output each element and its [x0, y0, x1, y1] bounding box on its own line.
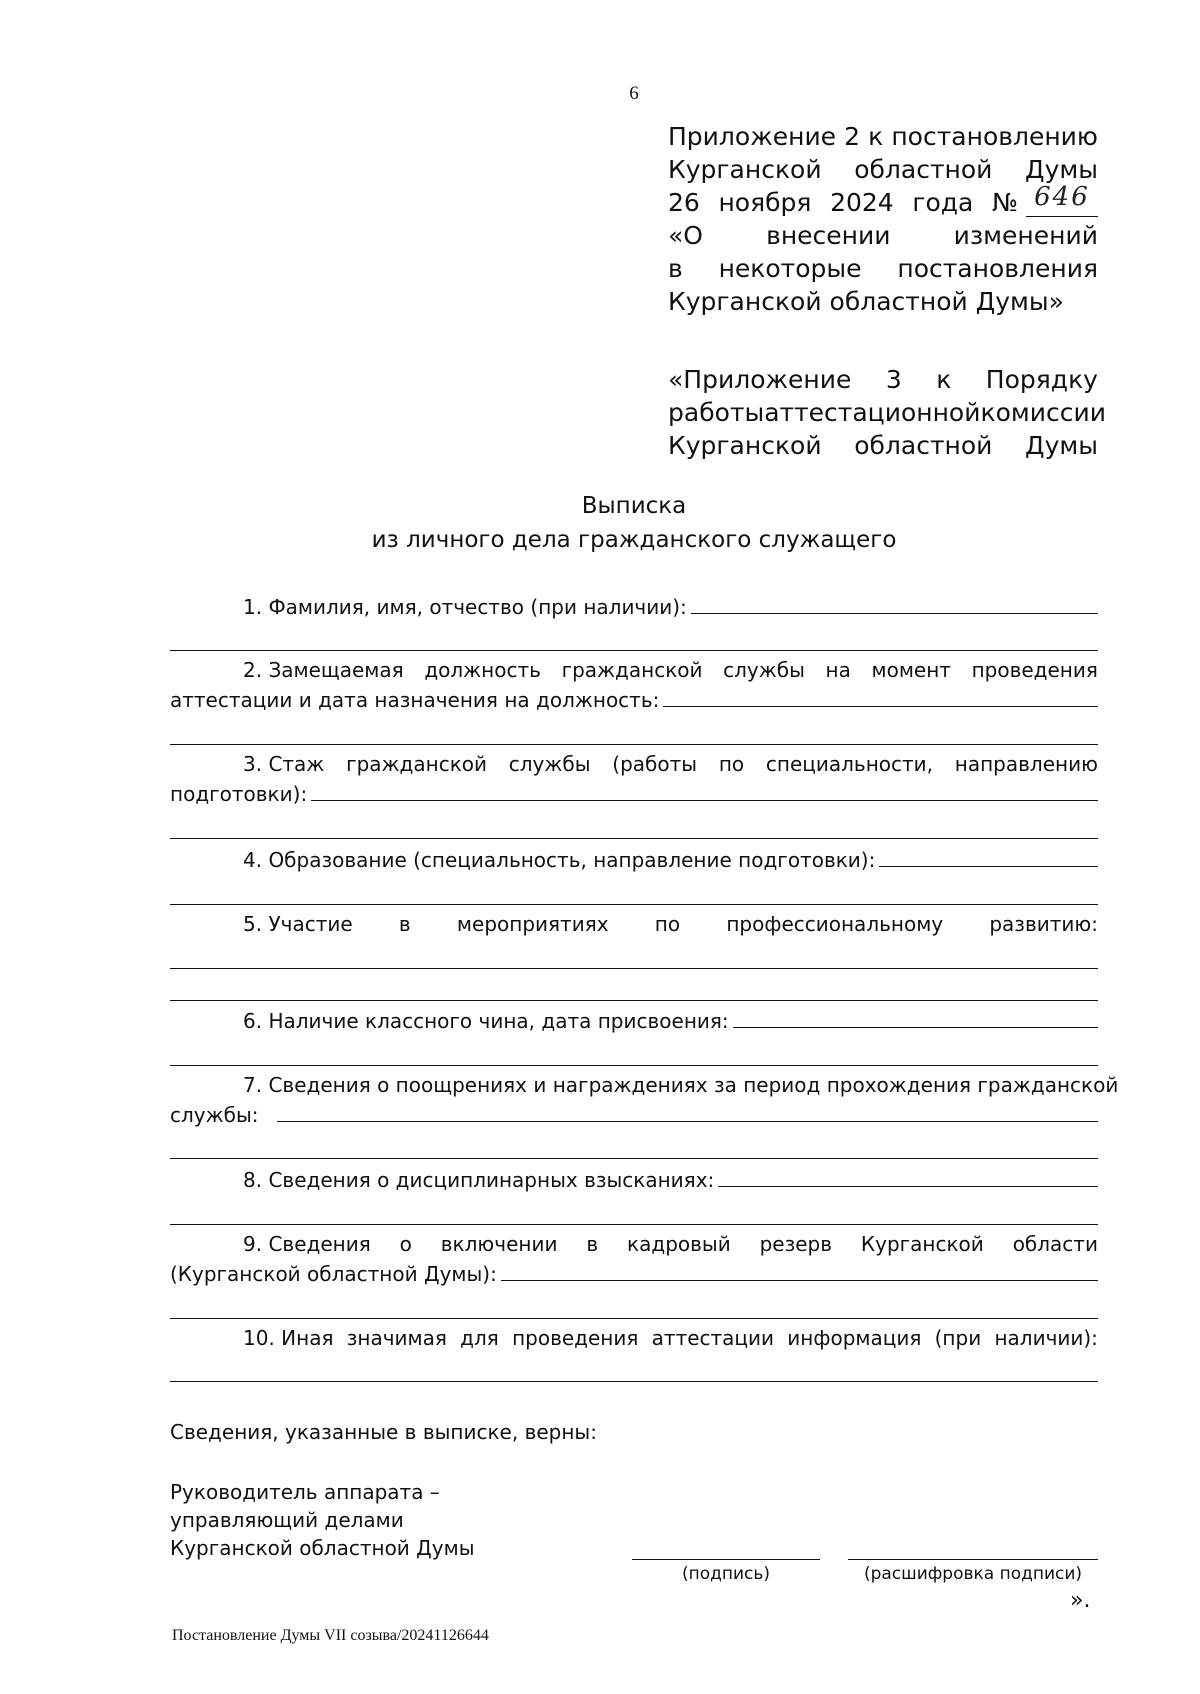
word: в [668, 254, 683, 283]
word: кадровый [627, 1232, 731, 1256]
word: Курганской [668, 431, 822, 460]
document-title: Выписка [581, 493, 687, 519]
word: включении [440, 1232, 558, 1256]
field-label-line-1 [170, 658, 1098, 686]
blank-line [170, 904, 1098, 905]
blank-line [733, 1007, 1098, 1028]
field-class-rank [170, 1007, 1098, 1035]
blank-line [170, 1381, 1098, 1382]
word: мероприятиях [456, 912, 609, 936]
word: проведения [512, 1326, 639, 1350]
signer-line-3: Курганской областной Думы [170, 1536, 475, 1560]
confirmation-text: Сведения, указанные в выписке, верны: [170, 1420, 597, 1444]
word: направлению [954, 752, 1098, 776]
word: наличии): [994, 1326, 1098, 1350]
word: к [868, 122, 884, 151]
field-label: 7. Сведения о поощрениях и награждениях за период прохождения гражданской [243, 1073, 1119, 1097]
word: 26 [668, 188, 700, 217]
word: (при [934, 1326, 982, 1350]
blank-line [277, 1101, 1099, 1122]
word: области [1012, 1232, 1098, 1256]
appendix2-line-1 [668, 363, 1098, 396]
blank-line [663, 686, 1098, 707]
word: 2. Замещаемая [243, 658, 404, 682]
blank-line [170, 650, 1098, 651]
blank-line [170, 1224, 1098, 1225]
field-label: аттестации и дата назначения на должность: [170, 688, 660, 712]
blank-line [170, 1065, 1098, 1066]
field-personnel-reserve [170, 1232, 1098, 1288]
signature-decoding-caption: (расшифровка подписи) [863, 1564, 1083, 1584]
word: аттестации [651, 1326, 775, 1350]
field-label: 6. Наличие классного чина, дата присвоения: [243, 1009, 729, 1033]
field-label-line-1 [170, 912, 1098, 940]
field-full-name [170, 593, 1098, 621]
signature-line [632, 1559, 820, 1560]
word: гражданской [346, 752, 488, 776]
field-label-line-1 [170, 752, 1098, 780]
word: областной [854, 431, 993, 460]
word: проведения [971, 658, 1098, 682]
word: 3 [885, 365, 902, 394]
field-awards [170, 1073, 1119, 1129]
word: «Приложение [668, 365, 852, 394]
document-footer: Постановление Думы VII созыва/20241126644 [172, 1627, 489, 1644]
word: аттестационной [764, 398, 981, 427]
appendix-header-2 [668, 363, 1106, 462]
blank-line [879, 846, 1098, 867]
word: некоторые [718, 254, 862, 283]
blank-line [170, 744, 1098, 745]
word: Порядку [985, 365, 1098, 394]
handwritten-number-field [1026, 182, 1098, 217]
word: к [936, 365, 952, 394]
signer-line-1: Руководитель аппарата – [170, 1480, 440, 1504]
appendix2-line-2 [668, 396, 1106, 429]
word: комиссии [980, 398, 1106, 427]
signature-caption: (подпись) [681, 1564, 771, 1584]
appendix-line-4 [668, 219, 1098, 252]
word: развитию: [989, 912, 1098, 936]
field-position [170, 658, 1098, 714]
blank-line [170, 1318, 1098, 1319]
word: внесении [766, 221, 891, 250]
appendix-line-5 [668, 252, 1098, 285]
word: значимая [346, 1326, 447, 1350]
word: Приложение [668, 122, 837, 151]
blank-line [311, 780, 1098, 801]
word: должность [424, 658, 541, 682]
field-label: службы: [170, 1103, 259, 1127]
word: по [718, 752, 745, 776]
word: профессиональному [726, 912, 944, 936]
word: «О [668, 221, 703, 250]
word: областной [854, 155, 993, 184]
handwritten-number: 646 [1034, 182, 1090, 212]
field-label-line-1 [170, 1232, 1098, 1260]
field-professional-development [170, 912, 1098, 940]
word: момент [871, 658, 951, 682]
word: (работы [612, 752, 698, 776]
word: для [460, 1326, 499, 1350]
word: на [825, 658, 851, 682]
word: в [398, 912, 411, 936]
appendix-line-3 [668, 182, 1098, 219]
word: службы [508, 752, 591, 776]
blank-line [170, 968, 1098, 969]
blank-line [170, 1000, 1098, 1001]
word: Думы [1025, 155, 1098, 184]
word: Курганской [668, 155, 822, 184]
field-label: подготовки): [170, 782, 308, 806]
number-sign: № [992, 188, 1019, 217]
word: Думы [1025, 431, 1098, 460]
appendix-line-6: Курганской областной Думы» [668, 287, 1064, 316]
page-number: 6 [629, 83, 639, 104]
word: изменений [953, 221, 1098, 250]
blank-line [718, 1166, 1098, 1187]
document-subtitle: из личного дела гражданского служащего [371, 527, 897, 553]
word: в [586, 1232, 599, 1256]
word: 10. Иная [243, 1326, 334, 1350]
field-label: 4. Образование (специальность, направление подготовки): [243, 848, 876, 872]
word: ноября [718, 188, 812, 217]
word: постановления [897, 254, 1098, 283]
signer-line-2: управляющий делами [170, 1508, 404, 1532]
word: информация [787, 1326, 922, 1350]
closing-quote: ». [1070, 1588, 1091, 1613]
blank-line [691, 593, 1098, 614]
word: постановлению [891, 122, 1098, 151]
field-label-line-1 [170, 1326, 1098, 1354]
word: года [912, 188, 974, 217]
word: специальности, [765, 752, 934, 776]
field-disciplinary [170, 1166, 1098, 1194]
word: о [399, 1232, 412, 1256]
field-service-length [170, 752, 1098, 808]
field-other-info [170, 1326, 1098, 1354]
word: по [654, 912, 681, 936]
word: 2 [844, 122, 861, 151]
word: Курганской [860, 1232, 984, 1256]
word: 2024 [830, 188, 894, 217]
signature-decoding-line [848, 1559, 1098, 1560]
field-label: (Курганской областной Думы): [170, 1262, 497, 1286]
number-group [992, 182, 1098, 219]
appendix-header [668, 120, 1098, 318]
word: гражданской [561, 658, 703, 682]
word: 3. Стаж [243, 752, 325, 776]
word: службы [723, 658, 805, 682]
blank-line [170, 838, 1098, 839]
word: работы [668, 398, 765, 427]
field-education [170, 846, 1098, 874]
blank-line [501, 1260, 1098, 1281]
word: резерв [759, 1232, 833, 1256]
field-label: 1. Фамилия, имя, отчество (при наличии): [243, 595, 687, 619]
appendix2-line-3 [668, 429, 1098, 462]
appendix-line-1 [668, 120, 1098, 153]
word: 9. Сведения [243, 1232, 371, 1256]
field-label: 8. Сведения о дисциплинарных взысканиях: [243, 1168, 715, 1192]
blank-line [170, 1158, 1098, 1159]
word: 5. Участие [243, 912, 353, 936]
